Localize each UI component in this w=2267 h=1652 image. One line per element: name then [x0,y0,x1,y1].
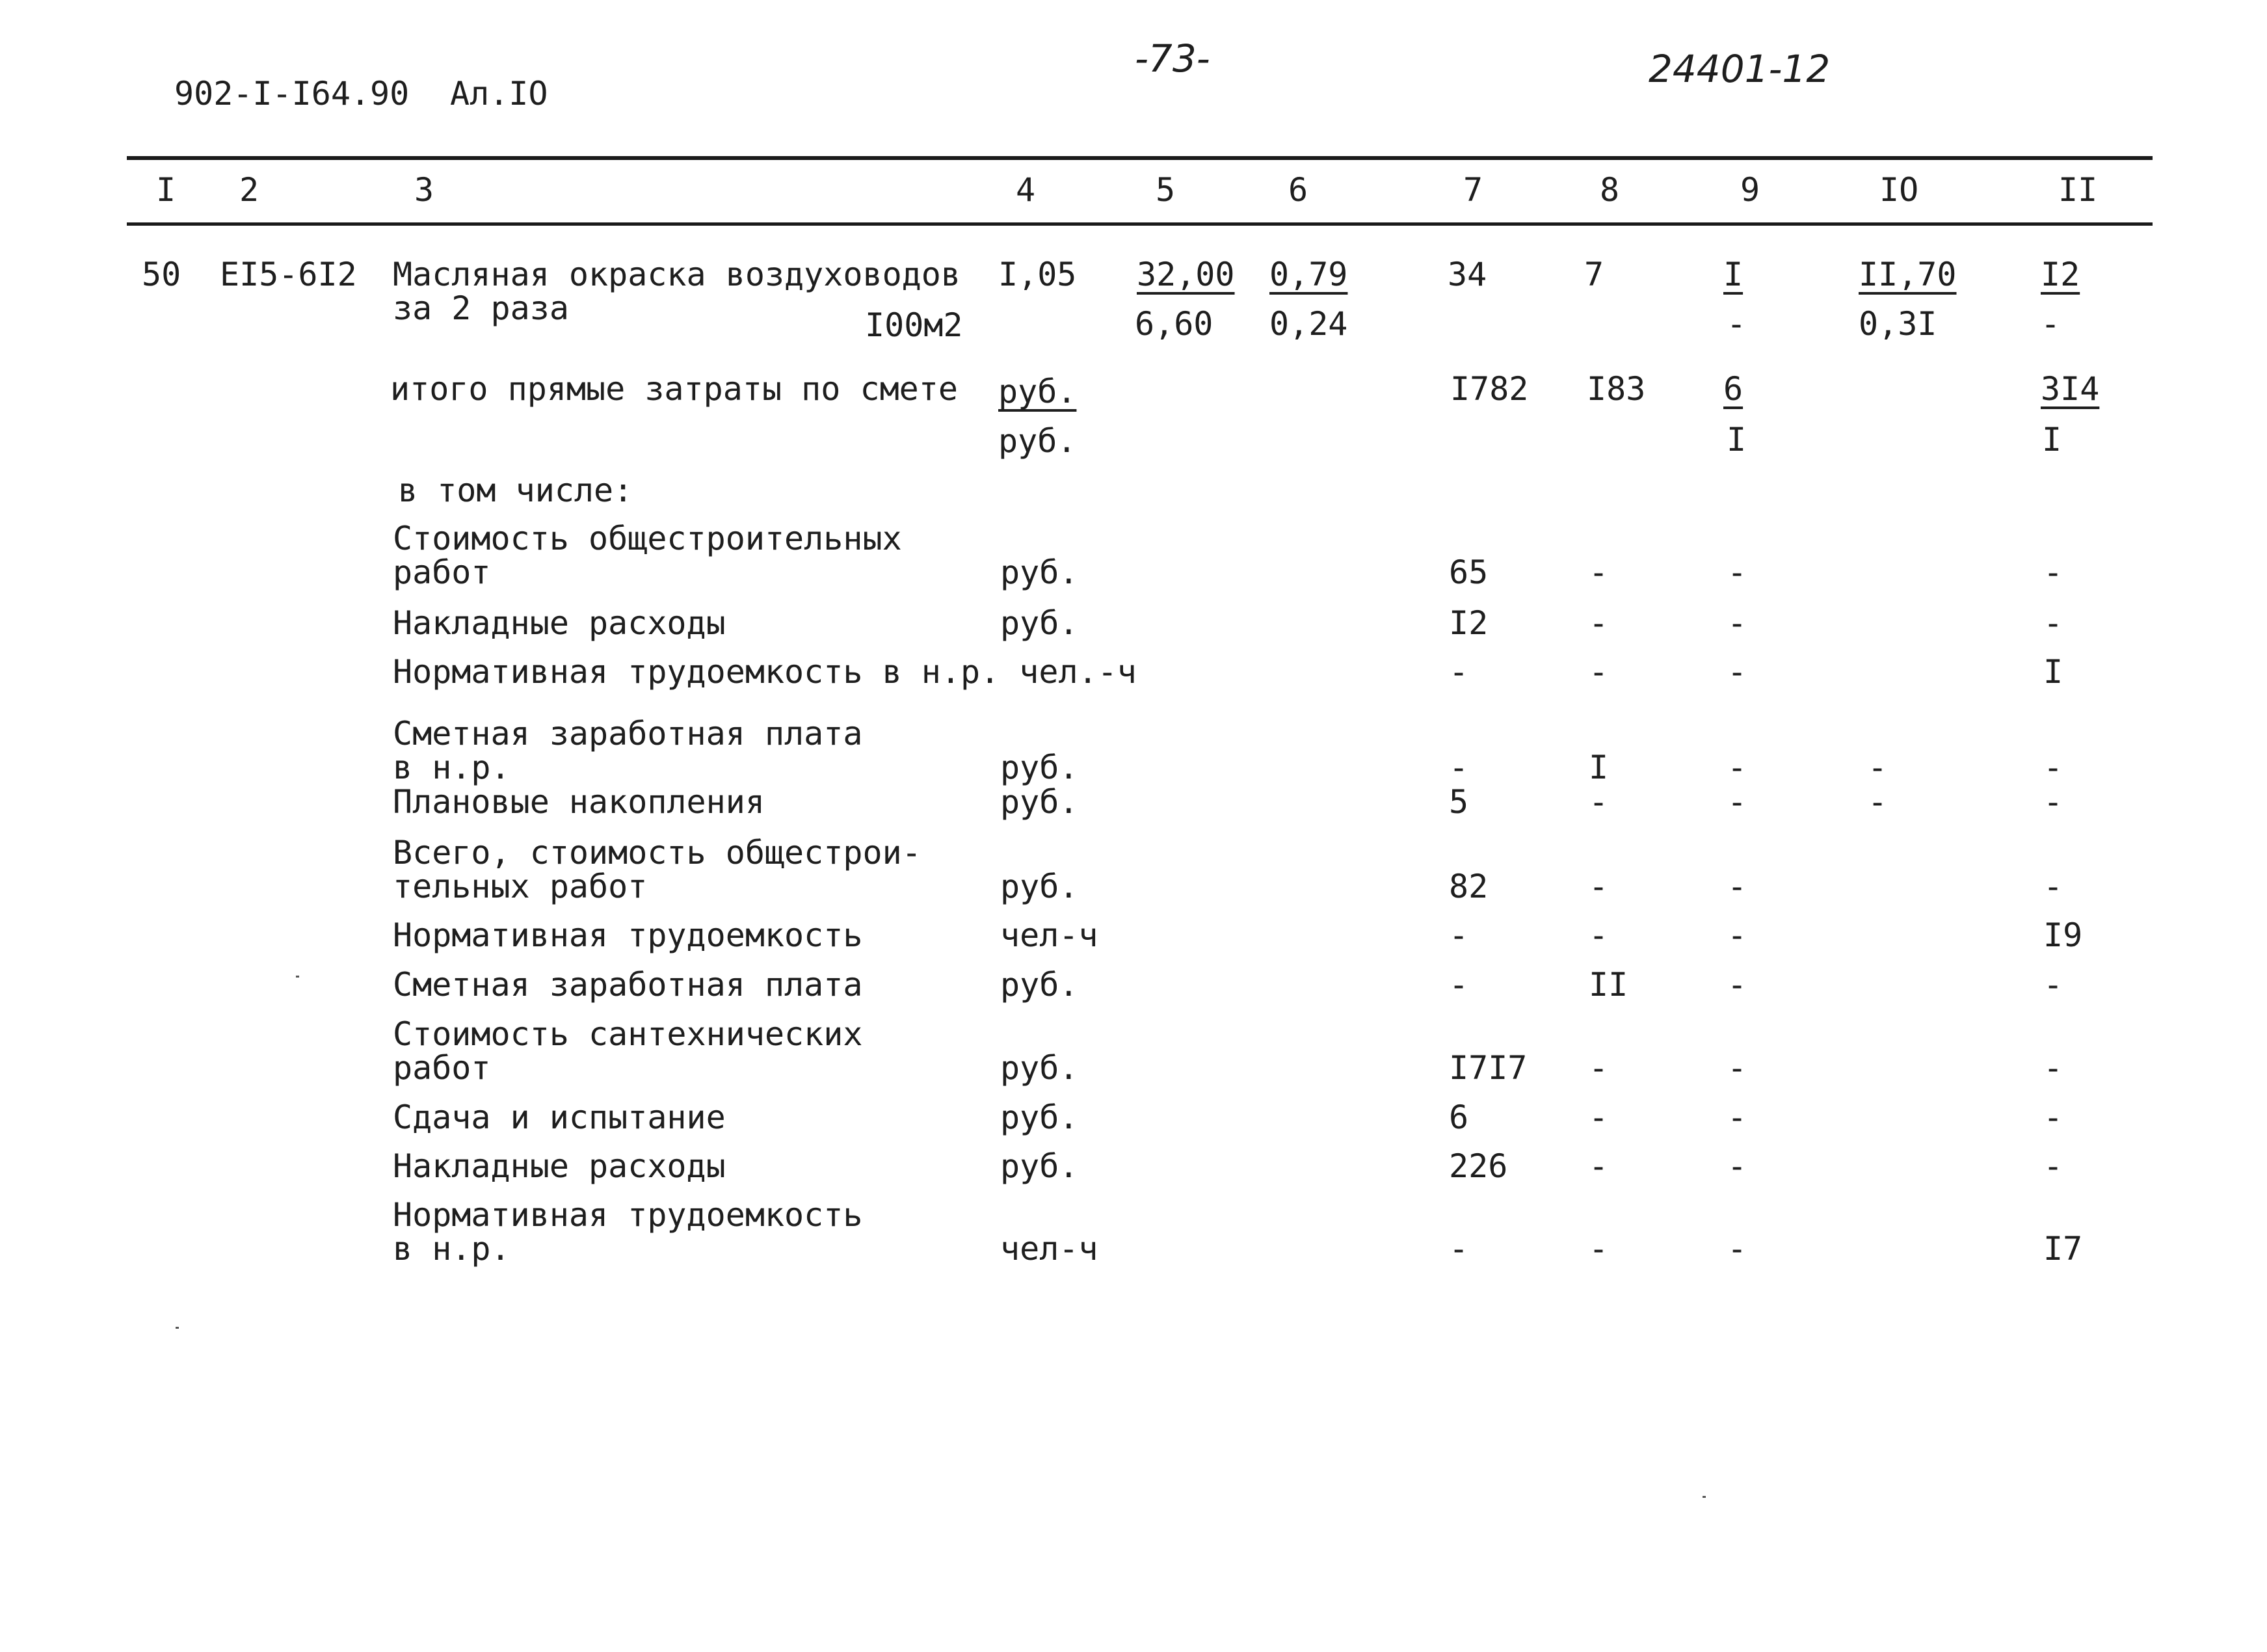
cost-value: - [1727,1099,1747,1136]
row-label: Нормативная трудоемкость [393,1196,863,1234]
row-label: Сметная заработная плата [393,966,863,1004]
row-label: Нормативная трудоемкость [393,916,863,954]
total-cost: 7 [1584,256,1604,293]
row-unit: руб. [1000,1049,1079,1087]
cost-value: I [2043,653,2063,691]
section-label: в том числе: [398,472,633,509]
row-label: в н.р. [393,749,510,786]
cost-value: II [1589,966,1628,1004]
registration-number: 24401-12 [1649,47,1831,91]
cost-value: - [2043,868,2063,905]
cost-value: - [1589,1230,1609,1268]
cost-value: 65 [1449,553,1489,591]
row-label: Накладные расходы [393,1147,726,1185]
cost-value: - [2043,1049,2063,1087]
cost-value: - [1449,653,1469,691]
cost-value: - [1589,1049,1609,1087]
total-value: I83 [1587,370,1646,408]
item-name: за 2 раза [393,289,569,327]
cost-value: - [1589,1099,1609,1136]
total-cost: - [1727,305,1747,343]
col-header: II [2058,171,2098,209]
cost-value: - [1449,749,1469,786]
cost-value: I7I7 [1449,1049,1528,1087]
labor-cost: - [2041,305,2061,343]
cost-value: 226 [1449,1147,1508,1185]
col-header: 3 [414,171,434,209]
cost-value: - [2043,604,2063,642]
cost-value: - [1589,868,1609,905]
row-unit: руб. [1000,1147,1079,1185]
page-number: -73- [1135,36,1210,81]
col-header: 4 [1016,171,1036,209]
unit-cost: 0,24 [1269,305,1348,343]
col-header: 2 [239,171,259,209]
cost-value: - [1727,1049,1747,1087]
row-label: в н.р. [393,1230,510,1268]
sheet-number: Ал.IО [450,75,548,113]
cost-value: - [1589,604,1609,642]
row-label: Сметная заработная плата [393,715,863,753]
scan-speck [296,976,299,978]
cost-value: - [1727,783,1747,821]
row-label: Стоимость общестроительных [393,520,902,557]
cost-value: - [1727,553,1747,591]
total-value: 6 [1723,370,1743,408]
row-label: работ [393,1049,491,1087]
row-label: Сдача и испытание [393,1099,726,1136]
cost-value: - [2043,966,2063,1004]
cost-value: - [1589,783,1609,821]
cost-value: - [1589,653,1609,691]
row-label: Плановые накопления [393,783,765,821]
row-label: Стоимость сантехнических [393,1015,863,1053]
cost-value: - [1449,1230,1469,1268]
row-unit: руб. [1000,783,1079,821]
cost-value: - [1727,1230,1747,1268]
scan-speck [176,1327,179,1329]
labor-cost: I2 [2041,256,2080,293]
row-label: тельных работ [393,868,648,905]
cost-value: - [2043,1099,2063,1136]
cost-value: 5 [1449,783,1469,821]
item-name: Масляная окраска воздуховодов [393,256,961,293]
cost-value: - [1589,1147,1609,1185]
row-label: Накладные расходы [393,604,726,642]
cost-value: - [2043,553,2063,591]
row-unit: руб. [1000,749,1079,786]
total-value: I [2042,421,2062,459]
total-unit: руб. [998,422,1077,460]
total-cost: I [1723,256,1743,293]
row-unit: руб. [1000,604,1079,642]
cost-value: - [1868,749,1888,786]
labor-cost: 0,3I [1859,305,1937,343]
total-value: I [1727,421,1747,459]
row-label: Всего, стоимость общестрои- [393,834,921,872]
scan-speck [1703,1496,1706,1498]
cost-value: - [1727,1147,1747,1185]
cost-value: - [1868,783,1888,821]
row-unit: руб. [1000,1099,1079,1136]
table-header-rule [127,222,2153,226]
cost-value: - [1727,749,1747,786]
item-quantity: I,05 [998,256,1077,293]
unit-cost: 0,79 [1269,256,1348,293]
item-number: 50 [142,256,181,293]
row-unit: чел-ч [1000,916,1098,954]
cost-value: - [1589,916,1609,954]
col-header: 6 [1288,171,1308,209]
total-cost: 34 [1448,256,1487,293]
row-label: работ [393,553,491,591]
total-unit: руб. [998,373,1077,410]
cost-value: I [1589,749,1609,786]
cost-value: - [1727,868,1747,905]
col-header: 8 [1600,171,1620,209]
labor-cost: II,70 [1859,256,1957,293]
table-top-rule [127,156,2153,160]
cost-value: 82 [1449,868,1489,905]
cost-value: - [1589,553,1609,591]
row-unit: руб. [1000,966,1079,1004]
row-unit: чел-ч [1000,1230,1098,1268]
doc-code: 902-I-I64.90 [174,75,410,113]
cost-value: I9 [2043,916,2083,954]
row-unit: руб. [1000,868,1079,905]
total-value: 3I4 [2041,370,2100,408]
total-label: итого прямые затраты по смете [390,370,958,408]
cost-value: - [2043,749,2063,786]
row-unit: руб. [1000,553,1079,591]
cost-value: - [2043,1147,2063,1185]
row-label: Нормативная трудоемкость в н.р. чел.-ч [393,653,1137,691]
col-header: IO [1879,171,1919,209]
cost-value: - [1449,916,1469,954]
col-header: 7 [1463,171,1483,209]
cost-value: - [1727,604,1747,642]
unit-cost: 6,60 [1135,305,1213,343]
item-unit: I00м2 [865,306,963,344]
item-code: ЕI5-6I2 [220,256,357,293]
total-value: I782 [1450,370,1529,408]
col-header: I [156,171,176,209]
cost-value: - [1727,966,1747,1004]
col-header: 9 [1740,171,1760,209]
unit-cost: 32,00 [1137,256,1235,293]
cost-value: 6 [1449,1099,1469,1136]
cost-value: I2 [1449,604,1489,642]
cost-value: - [1727,916,1747,954]
cost-value: - [1449,966,1469,1004]
cost-value: I7 [2043,1230,2083,1268]
cost-value: - [1727,653,1747,691]
cost-value: - [2043,783,2063,821]
col-header: 5 [1156,171,1176,209]
